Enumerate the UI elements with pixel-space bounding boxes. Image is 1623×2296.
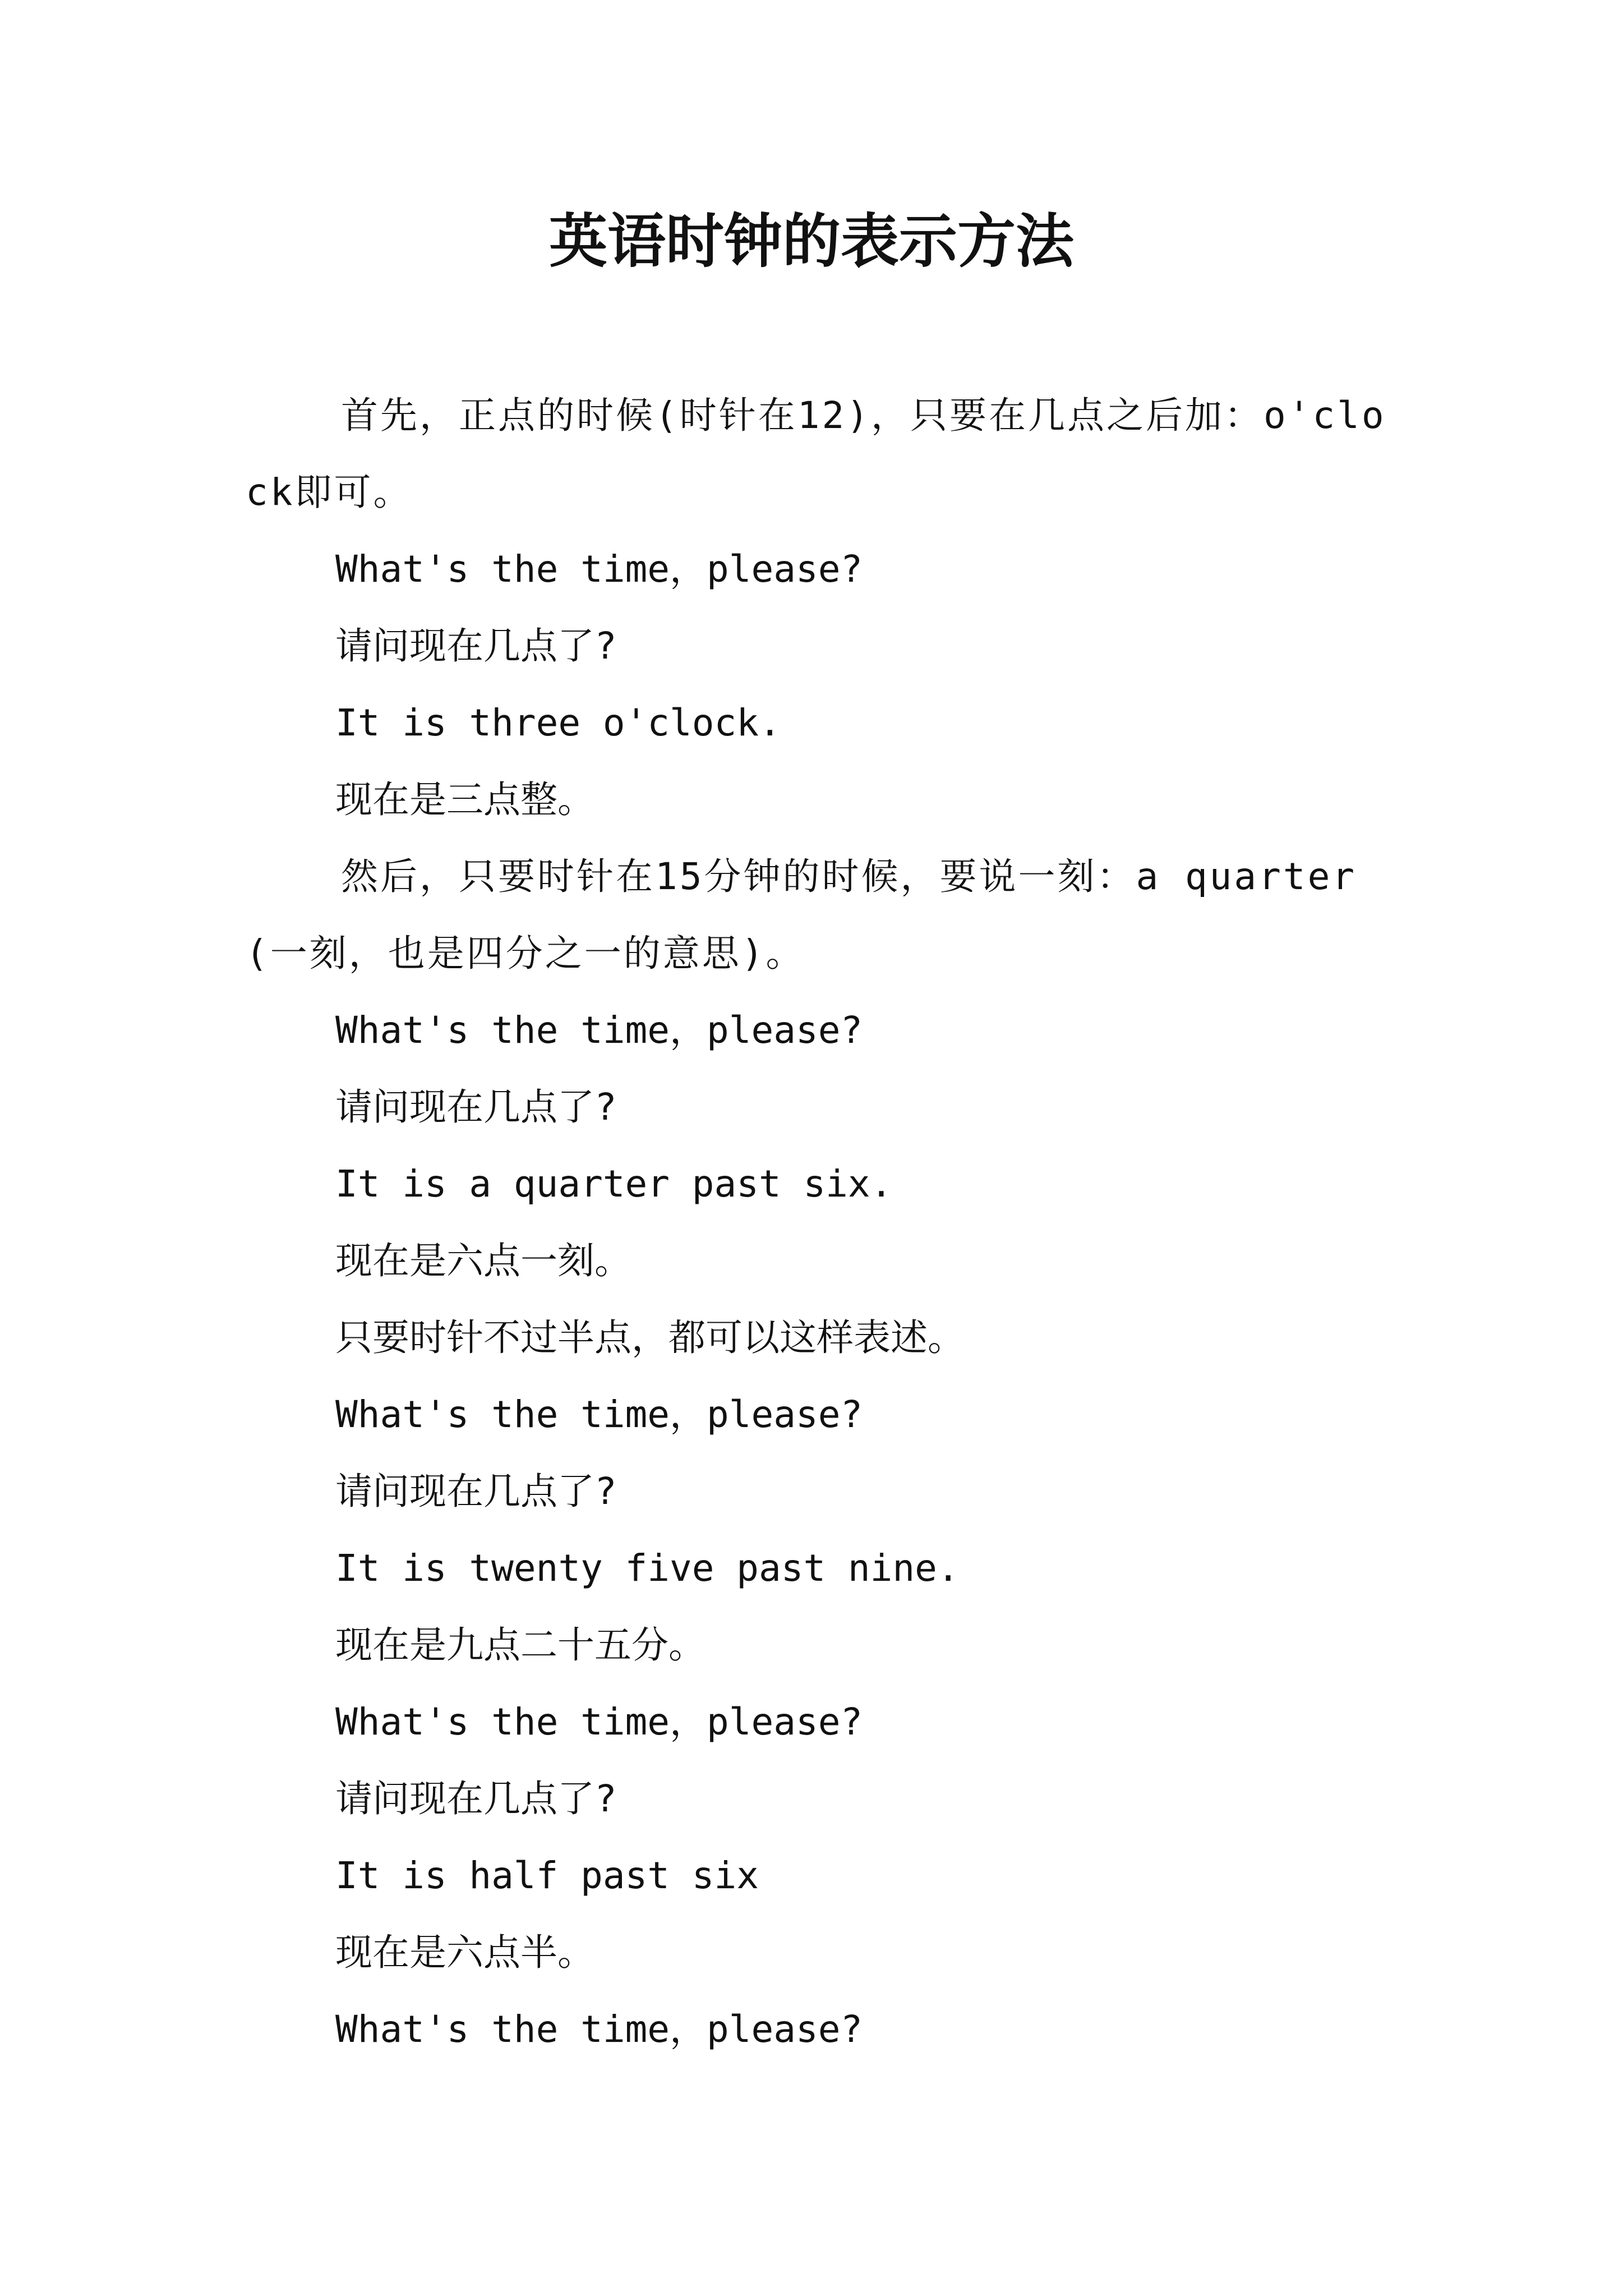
answer-line: It is a quarter past six. [335, 1162, 893, 1205]
question-line: What's the time，please? [335, 1393, 863, 1436]
answer-translation: 现在是九点二十五分。 [335, 1623, 706, 1667]
answer-line: It is twenty five past nine. [335, 1547, 960, 1590]
answer-translation: 现在是六点一刻。 [335, 1239, 631, 1282]
question-translation: 请问现在几点了? [335, 1777, 617, 1820]
paragraph-quarter-rule: 然后，只要时针在15分钟的时候，要说一刻：a quarter(一刻，也是四分之一的意思)。 [246, 855, 1357, 975]
question-line: What's the time，please? [335, 1700, 863, 1743]
question-line: What's the time，please? [335, 2008, 863, 2051]
question-line: What's the time，please? [335, 547, 863, 591]
question-translation: 请问现在几点了? [335, 1085, 617, 1129]
answer-translation: 现在是三点整。 [335, 778, 594, 821]
answer-translation: 现在是六点半。 [335, 1931, 594, 1974]
paragraph-oclock-rule: 首先，正点的时候(时针在12)，只要在几点之后加：o'clock即可。 [246, 394, 1386, 514]
question-line: What's the time，please? [335, 1009, 863, 1052]
document-body [246, 377, 1390, 2068]
question-translation: 请问现在几点了? [335, 1470, 617, 1513]
question-translation: 请问现在几点了? [335, 624, 617, 668]
document-title: 英语时钟的表示方法 [548, 206, 1074, 275]
answer-line: It is three o'clock. [335, 701, 781, 744]
explanation-line: 只要时针不过半点，都可以这样表述。 [335, 1316, 965, 1359]
answer-line: It is half past six [335, 1854, 759, 1897]
